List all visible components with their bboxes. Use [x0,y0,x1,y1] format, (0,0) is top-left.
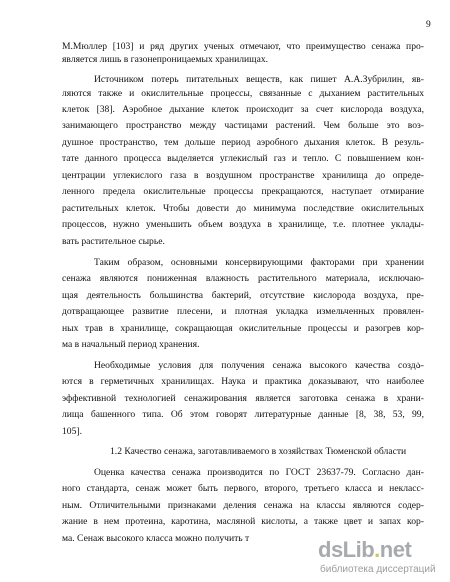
text-line: дотвращающее развитие плесени, и плотная укладка измельченных провялен- [62,306,424,317]
text-line: Таким образом, основными консервирующими факторами при хранении [94,257,424,268]
dslib-watermark[interactable] [318,538,448,578]
logo-main: dsLib [318,537,375,562]
text-line: ленного предела окислительные процессы прекращаются, наступает отмирание [62,186,424,197]
text-line: занимающего пространство между частицами растений. Чем больше это воз- [62,120,424,131]
text-line: душное пространство, тем дольше период аэробного дыхания клеток. В резуль- [62,137,424,148]
text-line: Оценка качества сенажа производится по ГОСТ 23637-79. Согласно дан- [94,467,424,478]
text-line: ма. Сенаж высокого класса можно получить т [62,533,250,544]
text-line: тате данного процесса выделяется углекислый газ и тепло. С повышением кон- [62,153,424,164]
text-line: ляются также и окислительные процессы, связанные с дыханием растительных [62,88,424,99]
text-line: жание в нем протеина, каротина, масляной кислоты, а также цвет и запах кор- [62,516,424,527]
text-line: ма в начальный период хранения. [62,339,200,350]
logo-tld: net [379,537,412,562]
text-line: вать растительное сырье. [62,236,165,247]
logo-dot: . [374,537,380,562]
text-line: центрации углекислого газа в воздушном пространстве хранилища до опреде- [62,170,424,181]
text-line: М.Мюллер [103] и ряд других ученых отмечают, что преимущество сенажа про- [62,41,424,52]
text-line: клеток [38]. Аэробное дыхание клеток происходит за счет кислорода воздуха, [62,104,424,115]
text-line: ного стандарта, сенаж может быть первого, второго, третьего класса и некласс- [62,483,424,494]
text-line: процессов, нужно уменьшить объем воздуха в хранилище, т.е. плотнее уклады- [62,219,424,230]
text-line: щая деятельность большинства бактерий, отсутствие кислорода воздуха, пре- [62,290,424,301]
text-line: сенажа являются пониженная влажность растительного материала, исключаю- [62,273,424,284]
text-line: Источником потерь питательных веществ, как пишет А.А.Зубрилин, яв- [94,74,424,85]
page-number: 9 [426,20,431,30]
text-line: эффективной технологией сенажирования является заготовка сенажа в храни- [62,393,424,404]
text-line: является лишь в газонепроницаемых хранилищах. [62,54,269,65]
text-line: ются в герметичных хранилищах. Наука и практика доказывают, что наиболее [62,376,424,387]
watermark-subtitle: библиотека диссертаций [320,564,436,575]
section-heading: 1.2 Качество сенажа, заготавливаемого в хозяйствах Тюменской области [110,446,407,457]
text-line: лища башенного типа. Об этом говорят литературные данные [8, 38, 53, 99, [62,409,424,420]
text-line: Необходимые условия для получения сенажа высокого качества создა- [94,360,424,371]
dslib-logo [318,538,411,562]
text-line: 105]. [62,426,82,437]
text-line: ным. Отличительными признаками деления сенажа на классы являются содер- [62,500,424,511]
text-line: ных трав в хранилище, сокращающая окислительные процессы и разогрев кор- [62,323,424,334]
text-line: растительных клеток. Чтобы довести до минимума последствие окислительных [62,203,424,214]
